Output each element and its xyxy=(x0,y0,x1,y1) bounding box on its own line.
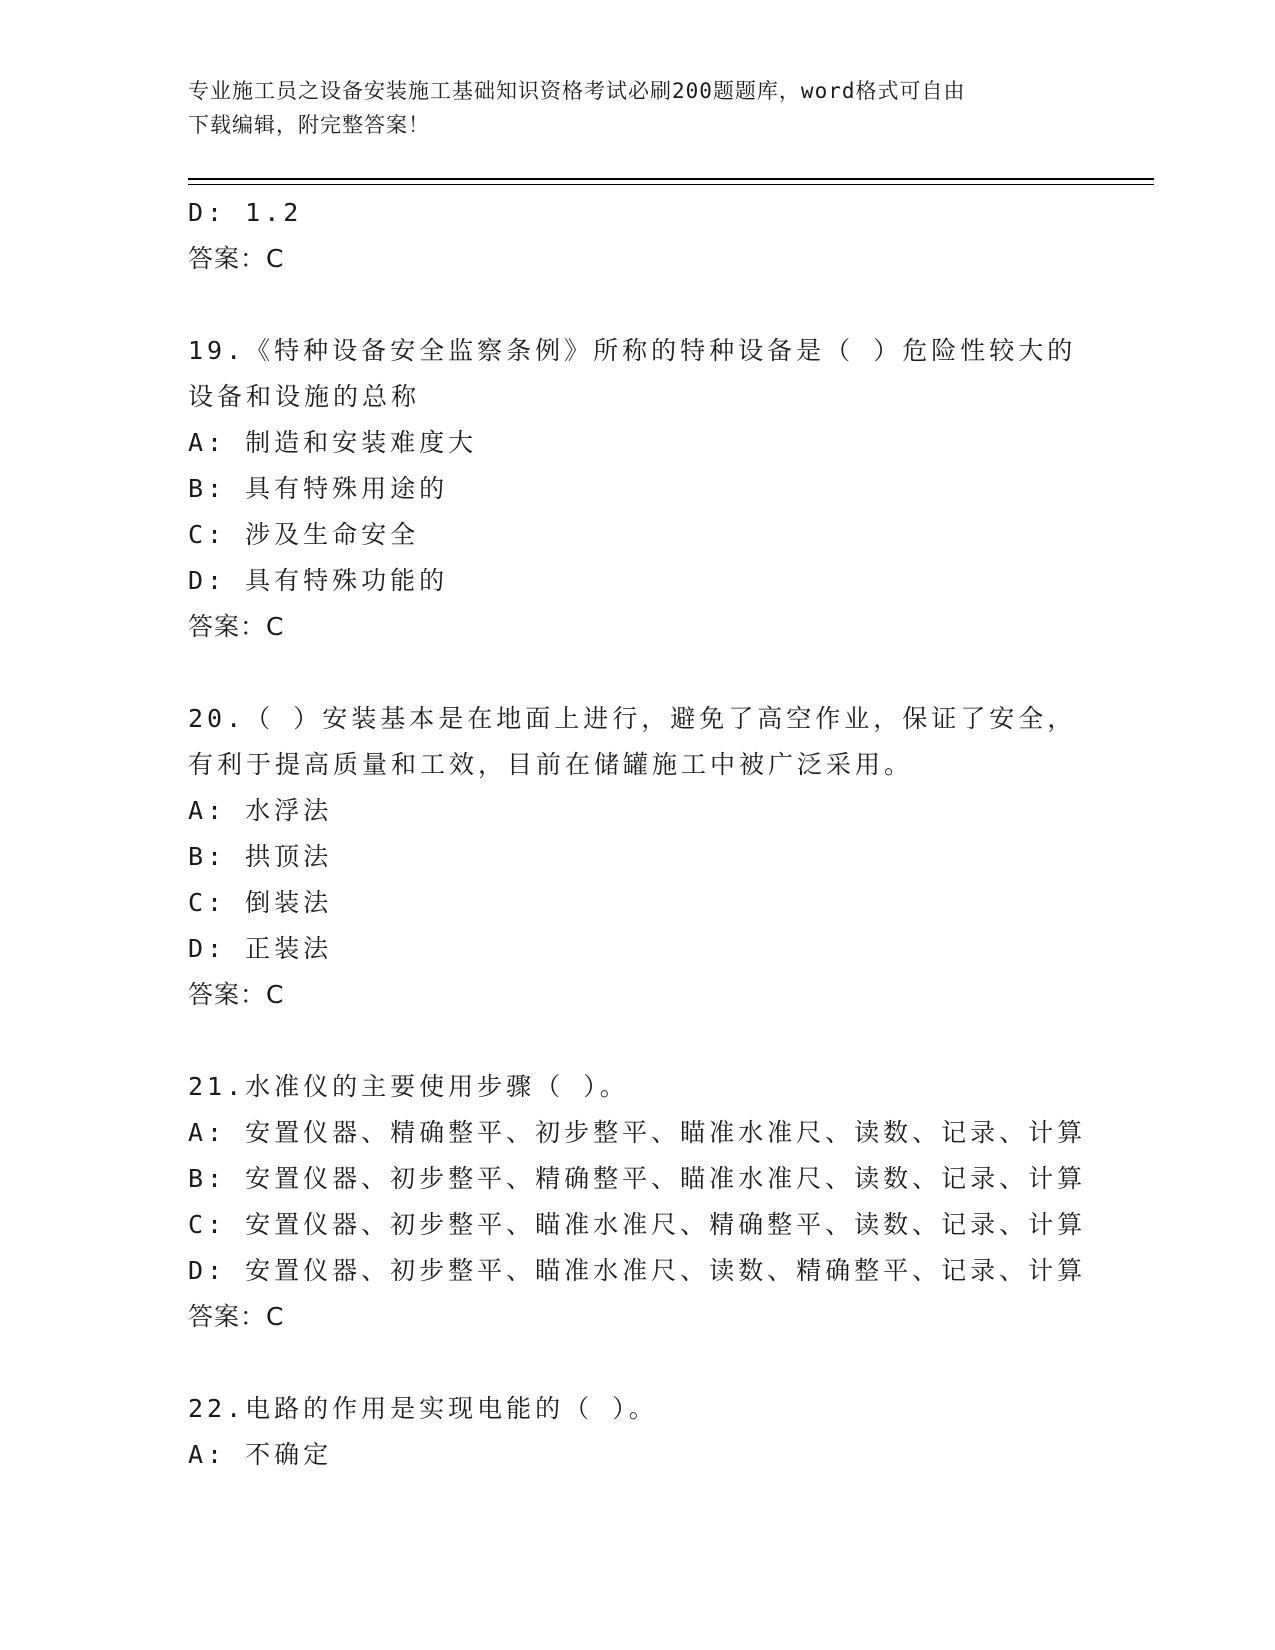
option-b: B: 具有特殊用途的 xyxy=(188,474,449,503)
question-19 xyxy=(188,328,1138,650)
question-stem: 20.（ ）安装基本是在地面上进行，避免了高空作业，保证了安全， xyxy=(188,704,1077,733)
option-a: A: 制造和安装难度大 xyxy=(188,428,478,457)
question-18-tail xyxy=(188,190,1138,282)
question-22 xyxy=(188,1386,1138,1478)
option-b: B: 拱顶法 xyxy=(188,842,333,871)
answer-line: 答案：C xyxy=(188,612,285,641)
option-c: C: 安置仪器、初步整平、瞄准水准尺、精确整平、读数、记录、计算 xyxy=(188,1210,1087,1239)
option-d: D: 具有特殊功能的 xyxy=(188,566,449,595)
option-d: D: 正装法 xyxy=(188,934,333,963)
answer-line: 答案：C xyxy=(188,980,285,1009)
question-stem-continued: 设备和设施的总称 xyxy=(188,382,421,411)
option-b: B: 安置仪器、初步整平、精确整平、瞄准水准尺、读数、记录、计算 xyxy=(188,1164,1087,1193)
option-d: D: 安置仪器、初步整平、瞄准水准尺、读数、精确整平、记录、计算 xyxy=(188,1256,1087,1285)
question-stem-continued: 有利于提高质量和工效，目前在储罐施工中被广泛采用。 xyxy=(188,750,914,779)
answer-line: 答案：C xyxy=(188,244,285,273)
document-body xyxy=(188,190,1138,1478)
page-header xyxy=(188,74,1088,142)
header-title-line-1: 专业施工员之设备安装施工基础知识资格考试必刷200题题库，word格式可自由 xyxy=(188,79,966,103)
header-divider-thin xyxy=(188,184,1154,185)
option-d: D: 1.2 xyxy=(188,198,303,227)
answer-line: 答案：C xyxy=(188,1302,285,1331)
question-stem: 22.电路的作用是实现电能的（ ）。 xyxy=(188,1394,658,1423)
option-c: C: 倒装法 xyxy=(188,888,333,917)
question-stem: 19.《特种设备安全监察条例》所称的特种设备是（ ）危险性较大的 xyxy=(188,336,1077,365)
option-a: A: 不确定 xyxy=(188,1440,333,1469)
option-c: C: 涉及生命安全 xyxy=(188,520,420,549)
question-20 xyxy=(188,696,1138,1018)
option-a: A: 安置仪器、精确整平、初步整平、瞄准水准尺、读数、记录、计算 xyxy=(188,1118,1087,1147)
header-divider-thick xyxy=(188,178,1154,180)
question-21 xyxy=(188,1064,1138,1340)
header-title-line-2: 下载编辑，附完整答案！ xyxy=(188,113,430,137)
question-stem: 21.水准仪的主要使用步骤（ ）。 xyxy=(188,1072,629,1101)
option-a: A: 水浮法 xyxy=(188,796,333,825)
